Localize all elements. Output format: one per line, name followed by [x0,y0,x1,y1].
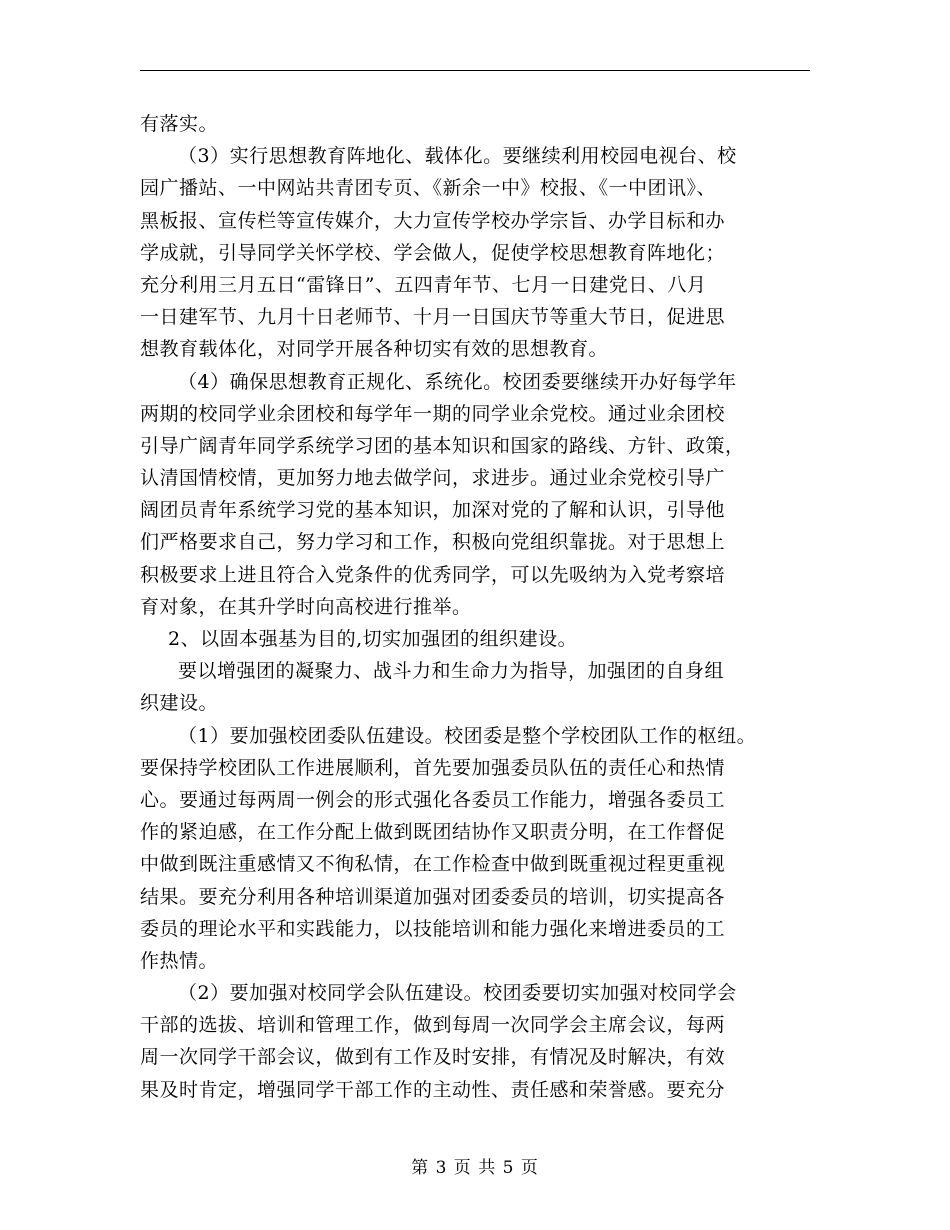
text-line: 想教育载体化，对同学开展各种切实有效的思想教育。 [140,338,609,361]
text-line: 认清国情校情，更加努力地去做学问，求进步。通过业余党校引导广 [140,467,726,490]
text-line: 要以增强团的凝聚力、战斗力和生命力为指导，加强团的自身组 [178,660,725,683]
text-line: 黑板报、宣传栏等宣传媒介，大力宣传学校办学宗旨、办学目标和办 [140,209,726,232]
text-line: （1）要加强校团委队伍建设。校团委是整个学校团队工作的枢纽。 [178,724,757,747]
text-line: 充分利用三月五日“雷锋日”、五四青年节、七月一日建党日、八月 [140,273,707,296]
text-line: （4）确保思想教育正规化、系统化。校团委要继续开办好每学年 [178,370,737,393]
text-line: 引导广阔青年同学系统学习团的基本知识和国家的路线、方针、政策， [140,434,745,457]
text-line: 要保持学校团队工作进展顺利，首先要加强委员队伍的责任心和热情 [140,756,726,779]
text-line: 周一次同学干部会议，做到有工作及时安排，有情况及时解决，有效 [140,1046,726,1069]
text-line: 干部的选拔、培训和管理工作，做到每周一次同学会主席会议，每两 [140,1014,726,1037]
text-line: 一日建军节、九月十日老师节、十月一日国庆节等重大节日，促进思 [140,306,726,329]
page-number-footer: 第 3 页 共 5 页 [411,1158,539,1178]
text-line: 们严格要求自己，努力学习和工作，积极向党组织靠拢。对于思想上 [140,531,726,554]
text-line: 园广播站、一中网站共青团专页、《新余一中》校报、《一中团讯》、 [140,177,717,200]
text-line: 心。要通过每两周一例会的形式强化各委员工作能力，增强各委员工 [140,788,726,811]
text-line: 中做到既注重感情又不徇私情，在工作检查中做到既重视过程更重视 [140,853,726,876]
header-rule [140,70,810,71]
text-line: 两期的校同学业余团校和每学年一期的同学业余党校。通过业余团校 [140,402,726,425]
text-line: 作热情。 [140,949,219,972]
text-line: 果及时肯定，增强同学干部工作的主动性、责任感和荣誉感。要充分 [140,1078,726,1101]
text-line: 结果。要充分利用各种培训渠道加强对团委委员的培训，切实提高各 [140,885,726,908]
text-line: （2）要加强对校同学会队伍建设。校团委要切实加强对校同学会 [178,982,737,1005]
text-line: 育对象，在其升学时向高校进行推举。 [140,595,472,618]
text-line: 有落实。 [140,113,219,135]
text-line: 阔团员青年系统学习党的基本知识，加深对党的了解和认识，引导他 [140,499,726,522]
text-line: 积极要求上进且符合入党条件的优秀同学，可以先吸纳为入党考察培 [140,563,726,586]
text-line: 织建设。 [140,692,219,715]
section-heading: 2、以固本强基为目的,切实加强团的组织建设。 [168,628,578,650]
text-line: 委员的理论水平和实践能力，以技能培训和能力强化来增进委员的工 [140,917,726,940]
document-body [140,108,815,1106]
text-line: （3）实行思想教育阵地化、载体化。要继续利用校园电视台、校 [178,145,737,168]
text-line: 作的紧迫感，在工作分配上做到既团结协作又职责分明，在工作督促 [140,821,726,844]
text-line: 学成就，引导同学关怀学校、学会做人，促使学校思想教育阵地化； [140,241,726,264]
